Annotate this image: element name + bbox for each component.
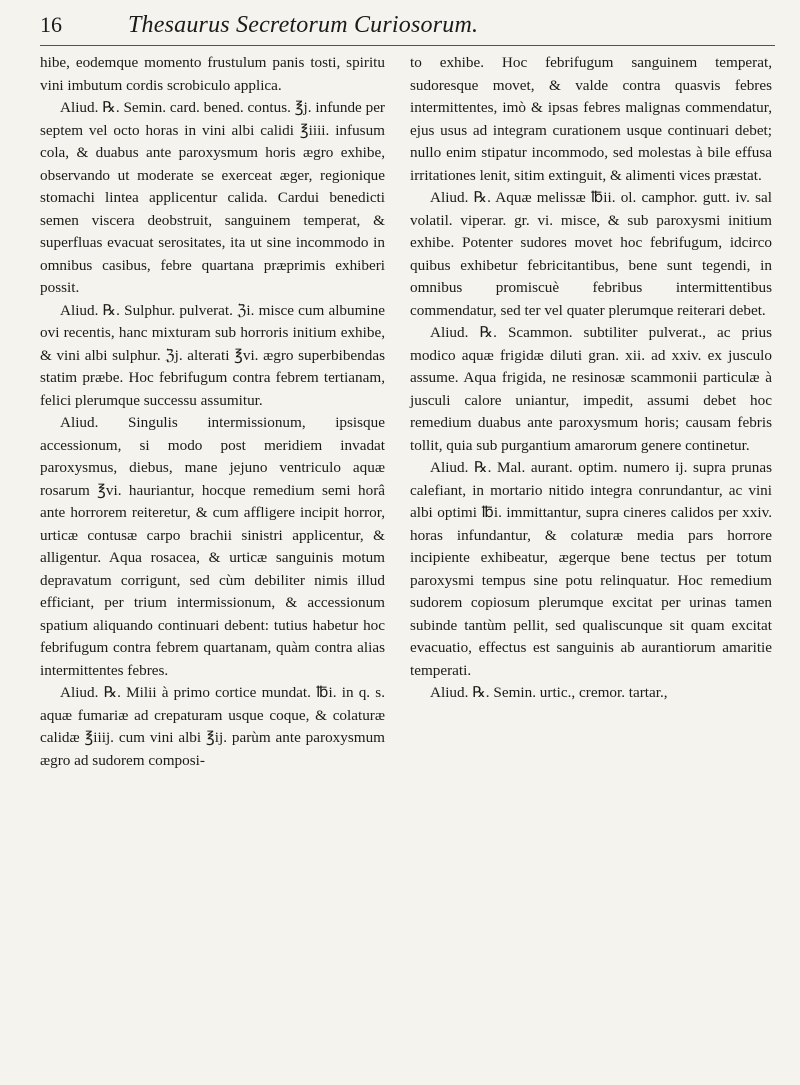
paragraph: Aliud. ℞. Scammon. subtiliter pulverat., ac prius modico aquæ frigidæ diluti gran. xii. ad xxiv. ex jusculo assume. Aqua frigida, ne resinosæ scammonii particulæ à jusculi calore uniantur, impedit, assumi debet hoc remedium duabus ante paroxysmum horis; causam febris tollit, quia sub purgantium amarorum genere continetur. (410, 324, 772, 454)
paragraph: hibe, eodemque momento frustulum panis tosti, spiritu vini imbutum cordis scrobiculo applica. (40, 54, 385, 94)
paragraph: Aliud. ℞. Sulphur. pulverat. ℨi. misce cum albumine ovi recentis, hanc mixturam sub horroris initium exhibe, & vini albi sulphur. ℨj. alterati ℥vi. ægro superbibendas statim præbe. Hoc febrifugum contra febrem tertianam, felici plerumque successu assumitur. (40, 301, 385, 409)
page-number: 16 (40, 12, 62, 37)
running-title: Thesaurus Secretorum Curiosorum. (128, 12, 479, 38)
paragraph: Aliud. ℞. Semin. urtic., cremor. tartar., (430, 684, 668, 701)
paragraph: Aliud. ℞. Mal. aurant. optim. numero ij. supra prunas calefiant, in mortario nitido integra conrundantur, ac vini albi optimi ℔i. immittantur, supra cineres calidos per xxiv. horas infundantur, & colaturæ media pars horrore incipiente exhibeatur, ægerque bene tectus per totum paroxysmi tempus sine potu relinquatur. Hoc remedium sudorem copiosum plerumque excitat per urinas tamen subinde tantùm pellit, sed qualiscunque sit quam excitat evacuatio, effectus est sanguinis ab aurantiorum amaritie temperati. (410, 459, 772, 679)
paragraph: to exhibe. Hoc febrifugum sanguinem temperat, sudoresque movet, & valde contra quasvis febres intermittentes, imò & ipsas febres malignas commendatur, ejus usus ad integram curationem usque continuari debet; nullo enim stipatur incommodo, sed molestas à bile effusa irritationes lenit, sitim extinguit, & alimenti vices præstat. (410, 54, 772, 184)
paragraph: Aliud. Singulis intermissionum, ipsisque accessionum, si modo post meridiem invadat paroxysmus, diebus, mane jejuno ventriculo aquæ rosarum ℥vi. hauriantur, hocque remedium semi horâ ante horrorem reiteretur, & cum affligere incipit horror, urticæ contusæ carpo brachii sinistri applicentur, & alligentur. Aqua rosacea, & urticæ sanguinis motum depravatum corrigunt, sed cùm debiliter nimis illud efficiant, per trium intermissionum, & accessionum spatium aliquando continuari debent: tutius habetur hoc febrifugum contra febrem quartanam, quàm contra alias intermittentes febres. (40, 414, 385, 679)
paragraph: Aliud. ℞. Semin. card. bened. contus. ℥j. infunde per septem vel octo horas in vini albi calidi ℥iiii. infusum cola, & duabus ante paroxysmum horis ægro exhibe, observando ut moderate se exerceat æger, regionique stomachi lintea applicentur calida. Cardui benedicti semen viscera deobstruit, sanguinem temperat, & superfluas evacuat serositates, ita ut sine incommodo in omnibus casibus, febre quartana præprimis exhiberi possit. (40, 99, 385, 296)
right-column (410, 52, 772, 705)
paragraph: Aliud. ℞. Milii à primo cortice mundat. ℔i. in q. s. aquæ fumariæ ad crepaturam usque coque, & colaturæ calidæ ℥iiij. cum vini albi ℥ij. parùm ante paroxysmum ægro ad sudorem composi- (40, 684, 385, 769)
paragraph: Aliud. ℞. Aquæ melissæ ℔ii. ol. camphor. gutt. iv. sal volatil. viperar. gr. vi. misce, & sub paroxysmi initium exhibe. Potenter sudores movet hoc febrifugum, idcirco quibus exhibetur febricitantibus, bene sunt tegendi, in omnibus promiscuè febribus intermittentibus commendatur, sed ter vel quater plerumque reiterari debet. (410, 189, 772, 319)
left-column (40, 52, 385, 772)
running-header (40, 10, 775, 40)
header-rule (40, 45, 775, 46)
